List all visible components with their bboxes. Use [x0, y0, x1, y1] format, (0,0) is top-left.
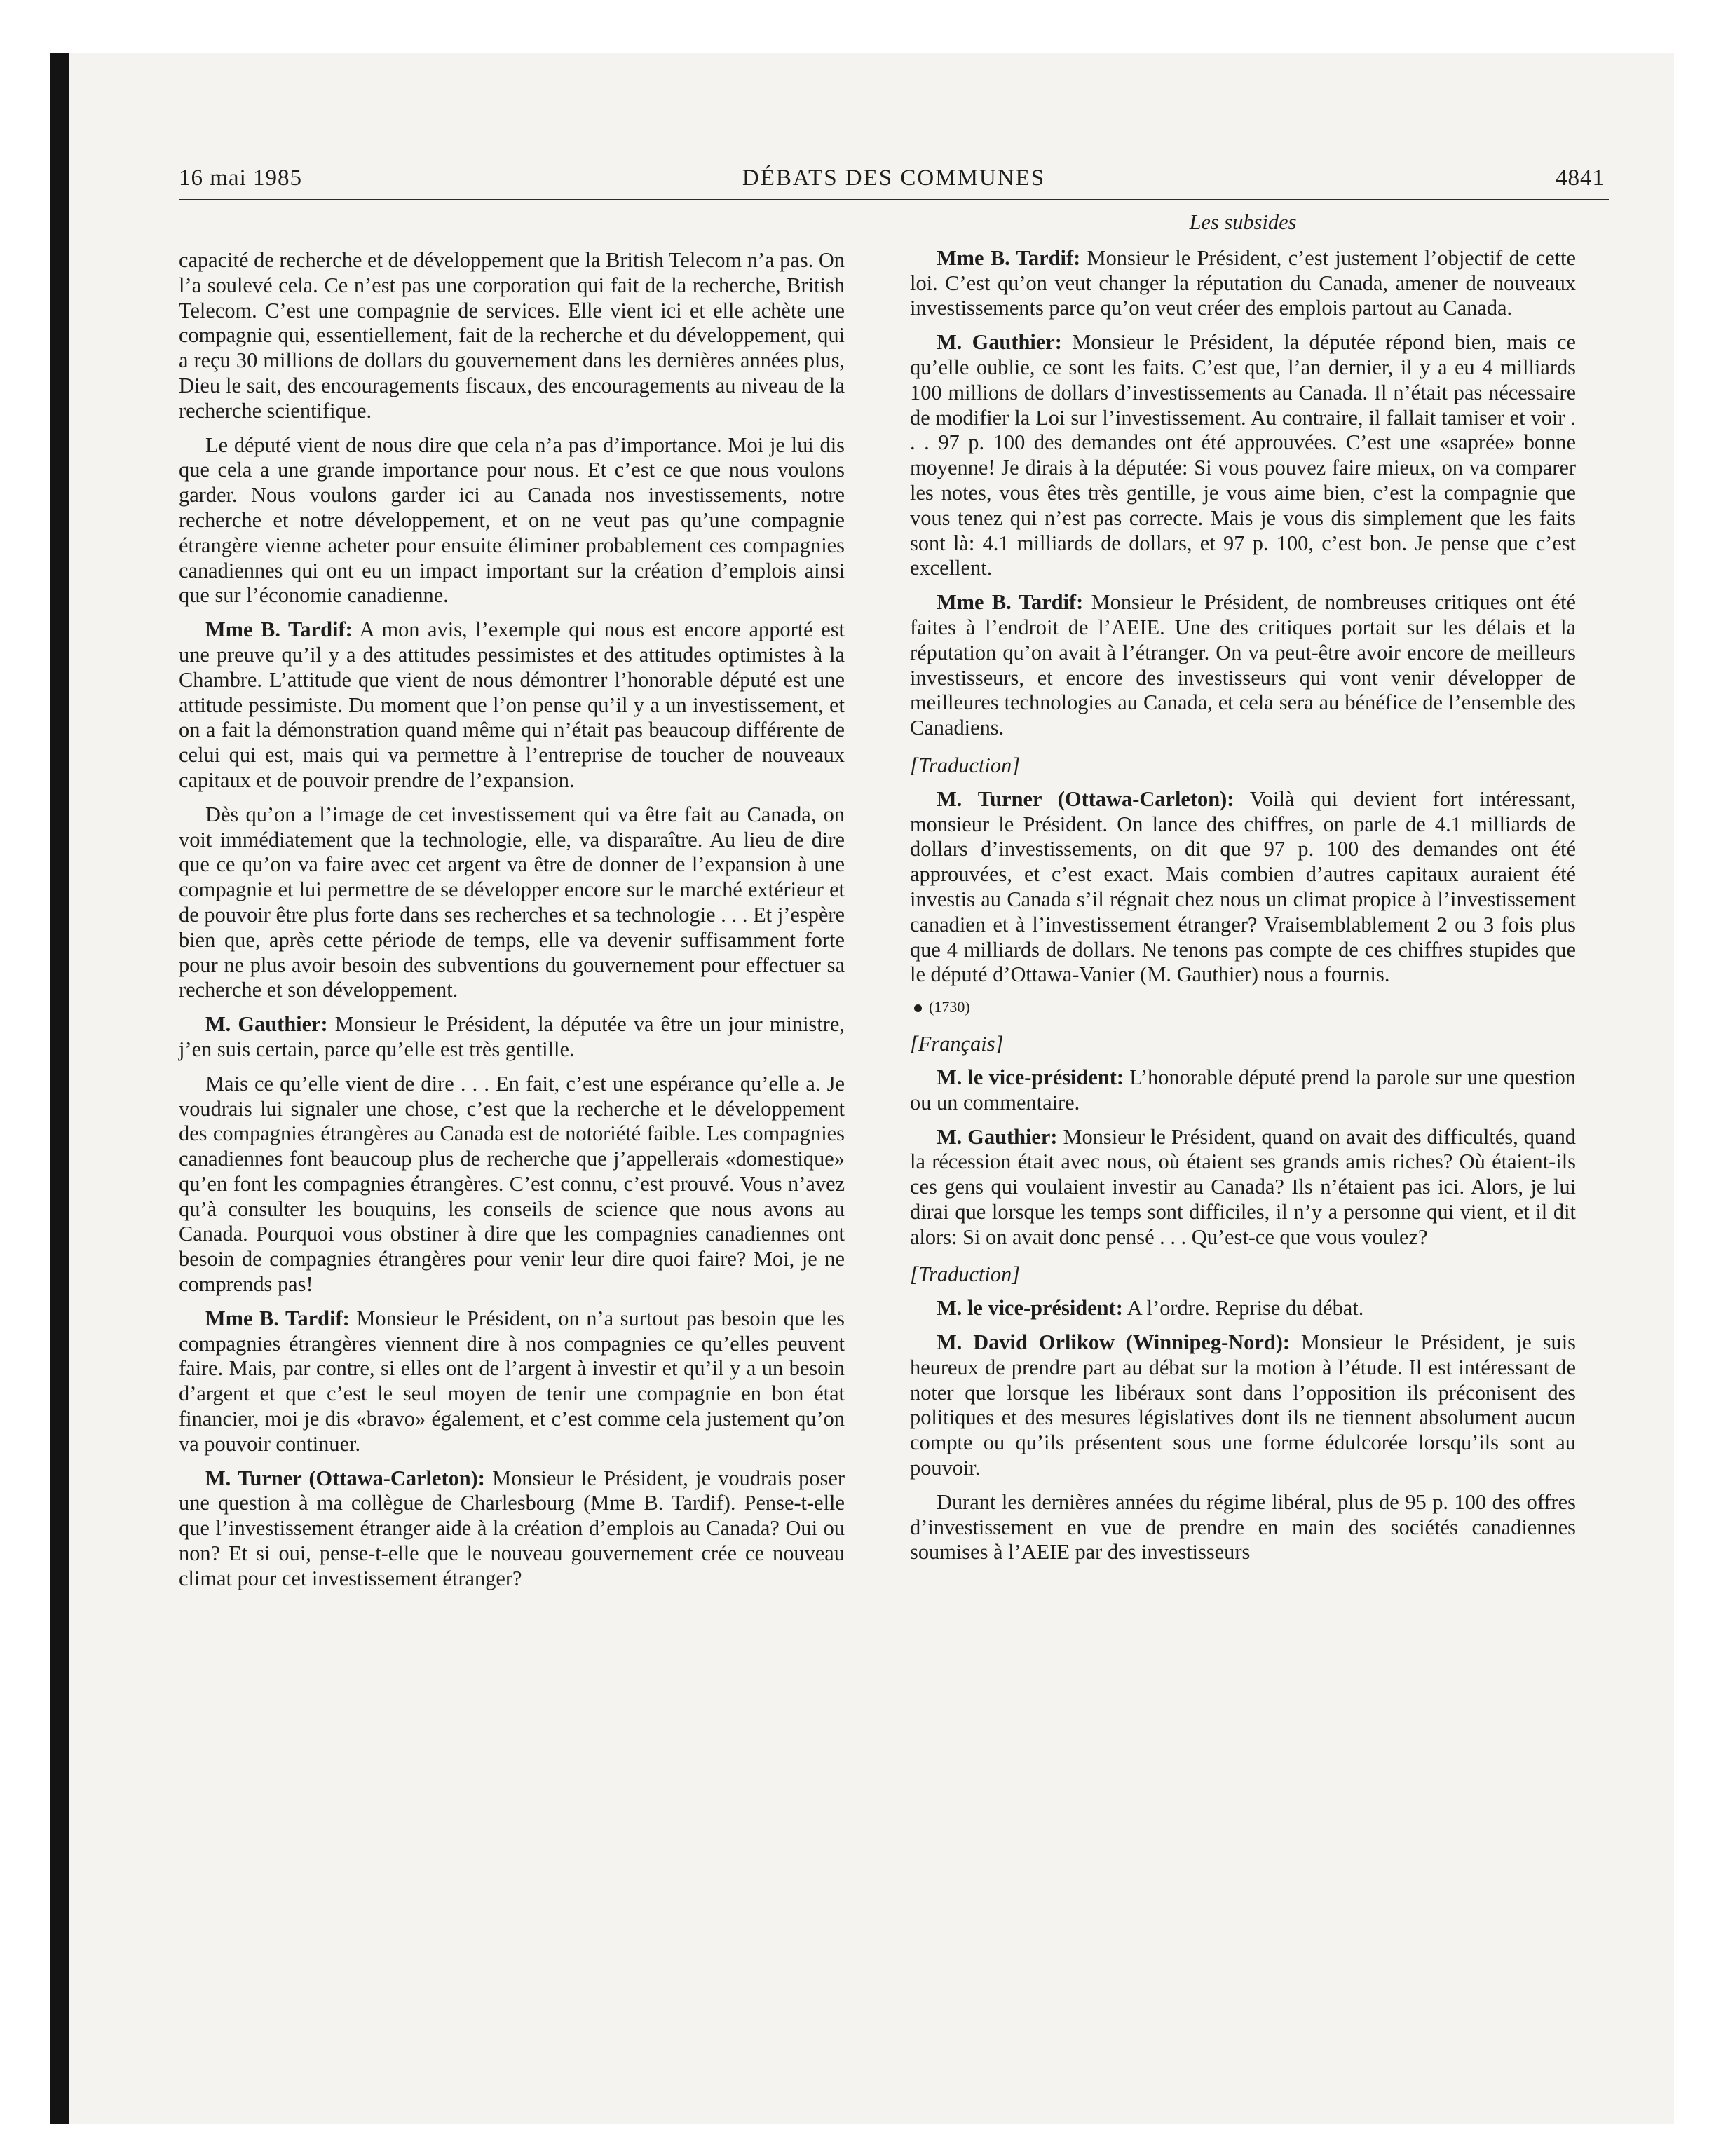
speech-text: Voilà qui devient fort intéressant, monsieur le Président. On lance des chiffres, on parle de 4.1 milliards de dollars d’investissements, on dit que 97 p. 100 des demandes ont été approuvées, et c’est exact. Mais combien d’autres capitaux auraient été investis au Canada s’il régnait chez nous un climat propice à l’investissement canadien et à l’investissement étranger? Vraisemblablement 2 ou 3 fois plus que 4 milliards de dollars. Ne tenons pas compte de ces chiffres stupides que le député d’Ottawa-Vanier (M. Gauthier) nous a fournis. [910, 786, 1576, 987]
speaker-name: M. Gauthier: [205, 1012, 328, 1037]
speech [910, 590, 1576, 741]
page-number: 4841 [1556, 165, 1605, 191]
paragraph: Le député vient de nous dire que cela n’a pas d’importance. Moi je lui dis que cela a une grande importance pour nous. Et c’est ce que nous voulons garder. Nous voulons garder ici au Canada nos investissements, notre recherche et notre développement, et on ne veut pas qu’une compagnie étrangère vienne acheter pour ensuite éliminer probablement ces compagnies canadiennes qui ont eu un impact important sur la création d’emplois ainsi que sur l’économie canadienne. [179, 432, 845, 608]
paragraph: capacité de recherche et de développement que la British Telecom n’a pas. On l’a soulevé cela. Ce n’est pas une corporation qui fait de la recherche, British Telecom. C’est une compagnie de services. Elle vient ici et elle achète une compagnie qui, essentiellement, fait de la recherche et du développement, qui a reçu 30 millions de dollars du gouvernement dans les dernières années plus, Dieu le sait, des encouragements fiscaux, des encouragements au niveau de la recherche scientifique. [179, 248, 845, 423]
speech-text: Monsieur le Président, c’est justement l’objectif de cette loi. C’est qu’on veut changer la réputation du Canada, amener de nouveaux investissements parce qu’on veut créer des emplois partout au Canada. [910, 245, 1576, 320]
speaker-name: M. Turner (Ottawa-Carleton): [205, 1466, 485, 1490]
speech [910, 330, 1576, 581]
time-marker [910, 997, 1576, 1018]
running-header [179, 163, 1609, 200]
speech [910, 1296, 1576, 1321]
speech [179, 618, 845, 793]
speech-text: Monsieur le Président, je voudrais poser une question à ma collègue de Charlesbourg (Mme B. Tardif). Pense-t-elle que l’investissement étranger aide à la création d’emplois au Canada? Oui ou non? Et si oui, pense-t-elle que le nouveau gouvernement crée ce nouveau climat pour cet investissement étranger? [179, 1466, 845, 1590]
speech-text: Monsieur le Président, quand on avait des difficultés, quand la récession était avec nous, où étaient ses grands amis riches? Où étaient-ils ces gens qui voulaient investir au Canada? Ils n’étaient pas ici. Alors, je lui dirai que lorsque les temps sont difficiles, il n’y a personne qui vient, et il dit alors: Si on avait donc pensé . . . Qu’est-ce que vous voulez? [910, 1124, 1576, 1249]
speaker-name: Mme B. Tardif: [205, 1306, 350, 1330]
speech-text: Monsieur le Président, je suis heureux de prendre part au débat sur la motion à l’étude. Il est intéressant de noter que lorsque les libéraux sont dans l’opposition ils préconisent des politiques et des mesures législatives dont ils ne tiennent absolument aucun compte ou qu’ils présentent sous une forme édulcorée lorsqu’ils sont au pouvoir. [910, 1330, 1576, 1480]
header-title: DÉBATS DES COMMUNES [742, 165, 1046, 191]
time-marker-text: (1730) [929, 998, 970, 1016]
header-date: 16 mai 1985 [179, 165, 302, 191]
speech-text: Monsieur le Président, la députée répond bien, mais ce qu’elle oublie, ce sont les faits. C’est que, l’an dernier, il y a eu 4 milliards 100 millions de dollars d’investissements au Canada. Il n’était pas nécessaire de modifier la Loi sur l’investissement. Au contraire, il fallait tamiser et voir . . . 97 p. 100 des demandes ont été approuvées. C’est une «saprée» bonne moyenne! Je dirais à la députée: Si vous pouvez faire mieux, on va comparer les notes, vous êtes très gentille, je vous aime bien, c’est la compagnie que vous tenez qui n’est pas correcte. Mais je vous dis simplement que les faits sont là: 4.1 milliards de dollars, et 97 p. 100, c’est bon. Je pense que c’est excellent. [910, 330, 1576, 580]
speech [910, 246, 1576, 321]
speaker-name: M. Turner (Ottawa-Carleton): [937, 786, 1234, 811]
speech-text: A mon avis, l’exemple qui nous est encore apporté est une preuve qu’il y a des attitudes pessimistes et des attitudes optimistes à la Chambre. L’attitude que vient de nous démontrer l’honorable député est une attitude pessimiste. Du moment que l’on pense qu’il y a un investissement, et on a fait la démonstration quand même qui n’était pas beaucoup différente de celui qui est, mais qui va permettre à l’entreprise de toucher de nouveaux capitaux et de pouvoir prendre de l’expansion. [179, 618, 845, 792]
speech-text: Monsieur le Président, la députée va être un jour ministre, j’en suis certain, parce qu’elle est très gentille. [179, 1012, 845, 1061]
speaker-name: M. Gauthier: [937, 330, 1062, 355]
speech-text: A l’ordre. Reprise du débat. [1122, 1296, 1364, 1321]
translation-note: [Traduction] [910, 1262, 1021, 1287]
speech-text: Monsieur le Président, de nombreuses critiques ont été faites à l’endroit de l’AEIE. Une des critiques portait sur les délais et la réputation qu’on avait à l’étranger. On va peut-être avoir encore de meilleurs investisseurs, et encore des investisseurs qui vont venir développer de meilleures technologies au Canada, et cela sera au bénéfice de l’ensemble des Canadiens. [910, 590, 1576, 740]
speaker-name: M. le vice-président: [937, 1065, 1124, 1089]
section-title: Les subsides [1189, 210, 1297, 234]
paragraph: Mais ce qu’elle vient de dire . . . En fait, c’est une espérance qu’elle a. Je voudrais lui signaler une chose, c’est que la recherche et le développement des compagnies étrangères au Canada est de notoriété faible. Les compagnies canadiennes font beaucoup plus de recherche que j’appellerais «domestique» qu’en font les compagnies étrangères. C’est connu, c’est prouvé. Vous n’avez qu’à consulter les bouquins, les conseils de science que nous avons au Canada. Pourquoi vous obstiner à dire que les compagnies canadiennes ont besoin de compagnies étrangères pour venir leur dire quoi faire? Moi, je ne comprends pas! [179, 1071, 845, 1297]
speaker-name: Mme B. Tardif: [205, 618, 353, 642]
scan-binding-edge [50, 53, 69, 2124]
translation-note: [Traduction] [910, 753, 1021, 777]
speaker-name: M. David Orlikow (Winnipeg-Nord): [937, 1330, 1290, 1355]
paragraph: Dès qu’on a l’image de cet investissement qui va être fait au Canada, on voit immédiatement que la technologie, elle, va disparaître. Au lieu de dire que ce qu’on va faire avec cet argent va être de donner de l’expansion à une compagnie et lui permettre de se développer encore sur le marché extérieur et de pouvoir être plus forte dans ses recherches et sa technologie . . . Et j’espère bien que, après cette période de temps, elle va devenir suffisamment forte pour ne plus avoir besoin des subventions du gouvernement pour effectuer sa recherche et son développement. [179, 802, 845, 1002]
right-column [910, 210, 1576, 1574]
speaker-name: Mme B. Tardif: [937, 245, 1081, 270]
speech-text: L’honorable député prend la parole sur une question ou un commentaire. [910, 1065, 1576, 1114]
speech [179, 1466, 845, 1592]
speech [179, 1012, 845, 1063]
language-note: [Français] [910, 1032, 1004, 1056]
speech [179, 1306, 845, 1457]
speech [910, 1330, 1576, 1481]
speech [910, 1065, 1576, 1116]
speaker-name: M. le vice-président: [937, 1296, 1123, 1321]
speech [910, 1125, 1576, 1250]
left-column [179, 248, 845, 1601]
speech [910, 787, 1576, 988]
speaker-name: M. Gauthier: [937, 1124, 1058, 1149]
bullet-icon [914, 1004, 922, 1012]
speaker-name: Mme B. Tardif: [937, 590, 1084, 615]
paragraph: Durant les dernières années du régime libéral, plus de 95 p. 100 des offres d’investissement en vue de prendre en main des sociétés canadiennes soumises à l’AEIE par des investisseurs [910, 1489, 1576, 1564]
speech-text: Monsieur le Président, on n’a surtout pas besoin que les compagnies étrangères viennent dire à nos compagnies ce qu’elles peuvent faire. Mais, par contre, si elles ont de l’argent à investir et qu’il y a un besoin d’argent et que c’est le seul moyen de tenir une compagnie en bon état financier, moi je dis «bravo» également, et c’est comme cela justement qu’on va pouvoir continuer. [179, 1306, 845, 1456]
